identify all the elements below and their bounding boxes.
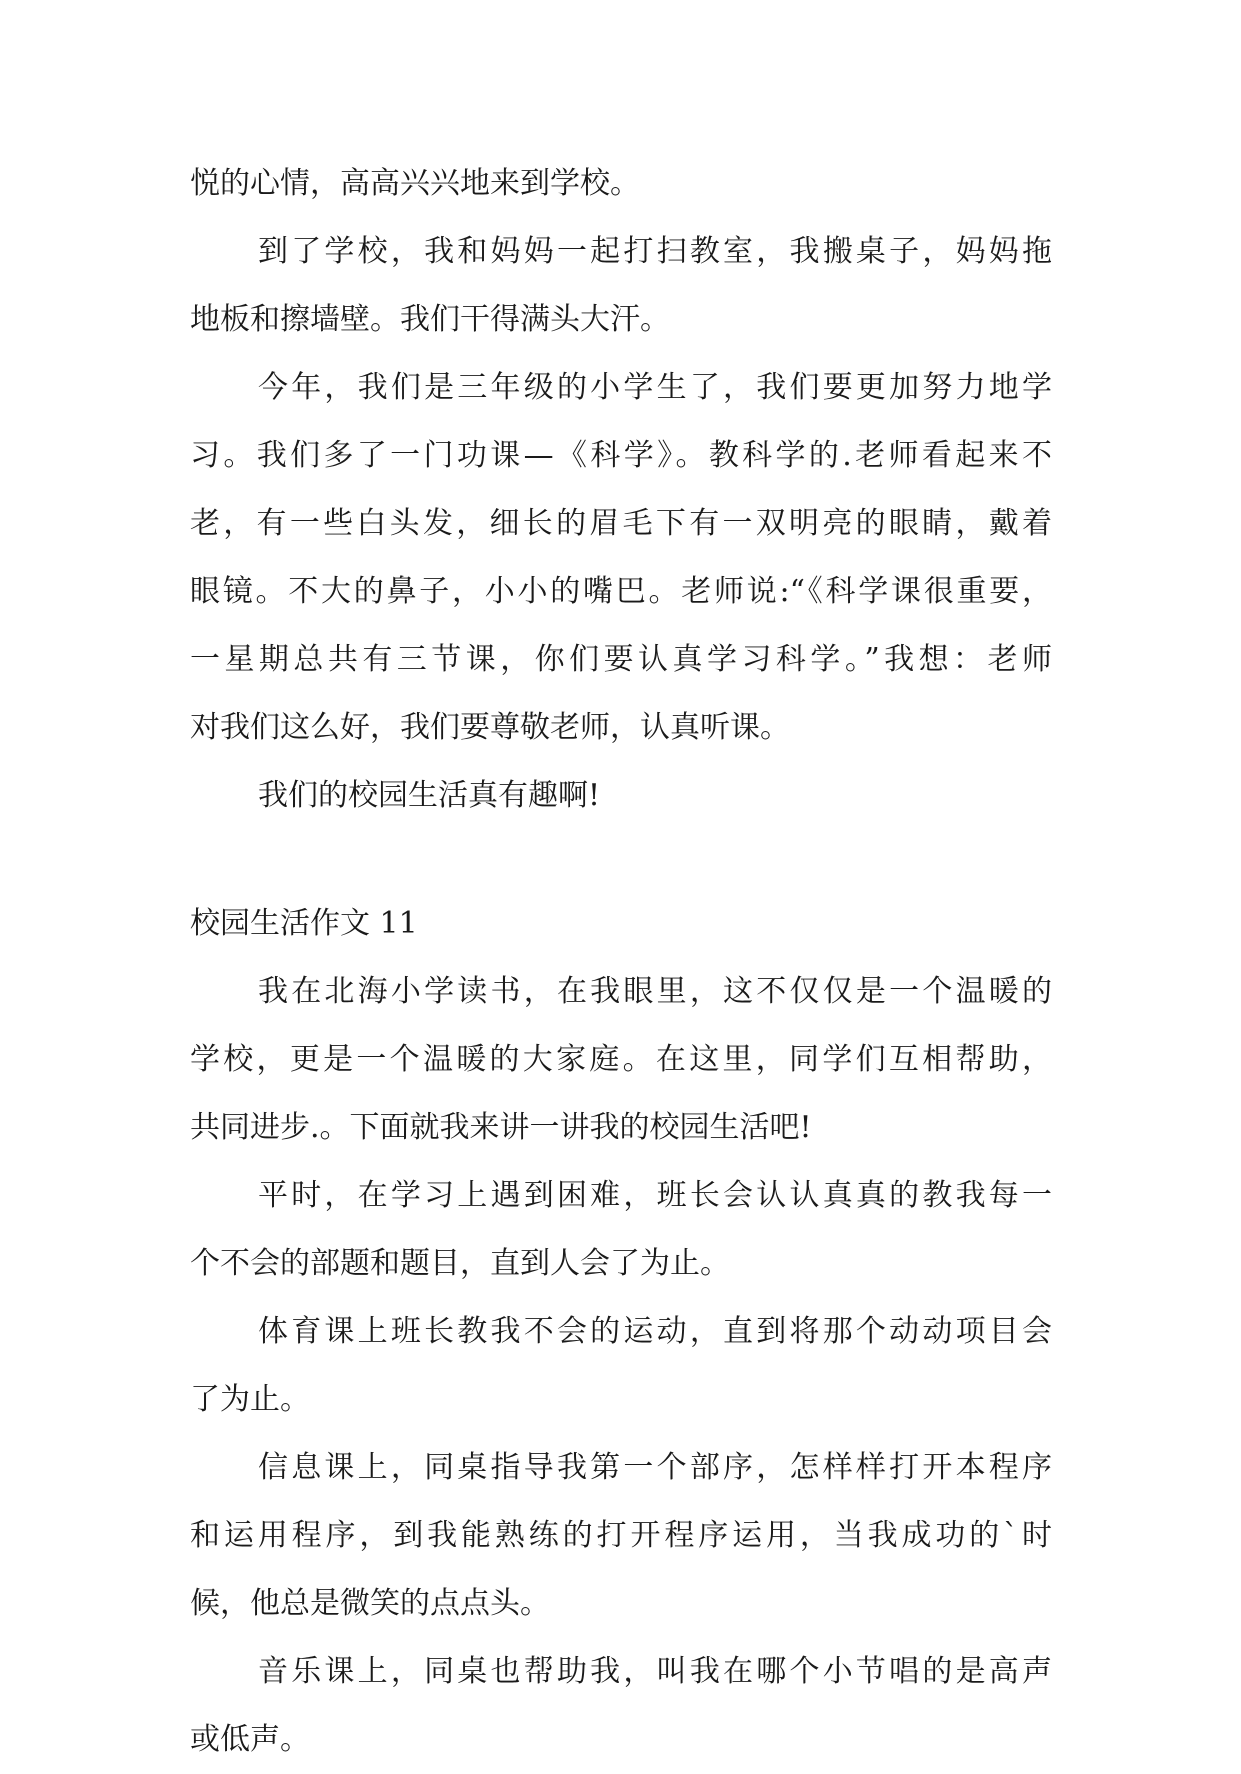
document-body [190, 150, 1052, 1774]
paragraph [190, 218, 1052, 354]
text-line: 悦的心情，高高兴兴地来到学校。 [190, 166, 640, 201]
text-line: 地板和擦墙壁。我们干得满头大汗。 [190, 302, 670, 337]
text-line: 个不会的部题和题目，直到人会了为止。 [190, 1246, 730, 1281]
text-line: 了为止。 [190, 1382, 310, 1417]
text-line: 学校，更是一个温暖的大家庭。在这里，同学们互相帮助， [190, 1042, 1052, 1077]
paragraph [190, 150, 1052, 218]
paragraph [190, 958, 1052, 1162]
text-line: 眼镜。不大的鼻子，小小的嘴巴。老师说:“《科学课很重要， [190, 574, 1052, 609]
section-gap [190, 830, 1052, 890]
text-line: 音乐课上，同桌也帮助我，叫我在哪个小节唱的是高声 [258, 1654, 1052, 1689]
text-line: 我们的校园生活真有趣啊! [258, 778, 601, 813]
text-line: 平时，在学习上遇到困难，班长会认认真真的教我每一 [258, 1178, 1052, 1213]
text-line: 体育课上班长教我不会的运动，直到将那个动动项目会 [258, 1314, 1052, 1349]
paragraph [190, 1434, 1052, 1638]
text-line: 我在北海小学读书，在我眼里，这不仅仅是一个温暖的 [258, 974, 1052, 1009]
text-line: 对我们这么好，我们要尊敬老师，认真听课。 [190, 710, 790, 745]
text-line: 老，有一些白头发，细长的眉毛下有一双明亮的眼睛，戴着 [190, 506, 1052, 541]
text-line: 或低声。 [190, 1722, 310, 1757]
text-line: 和运用程序，到我能熟练的打开程序运用，当我成功的`时 [190, 1518, 1052, 1553]
text-line: 候，他总是微笑的点点头。 [190, 1586, 550, 1621]
paragraph [190, 1298, 1052, 1434]
section-title: 校园生活作文 11 [190, 906, 418, 941]
text-line: 今年，我们是三年级的小学生了，我们要更加努力地学 [258, 370, 1052, 405]
text-line: 共同进步.。下面就我来讲一讲我的校园生活吧! [190, 1110, 812, 1145]
paragraph [190, 762, 1052, 830]
paragraph [190, 1162, 1052, 1298]
text-line: 习。我们多了一门功课—《科学》。教科学的.老师看起来不 [190, 438, 1052, 473]
paragraph [190, 354, 1052, 762]
text-line: 信息课上，同桌指导我第一个部序，怎样样打开本程序 [258, 1450, 1052, 1485]
text-line: 一星期总共有三节课，你们要认真学习科学。”我想：老师 [190, 642, 1052, 677]
text-line: 到了学校，我和妈妈一起打扫教室，我搬桌子，妈妈拖 [258, 234, 1052, 269]
